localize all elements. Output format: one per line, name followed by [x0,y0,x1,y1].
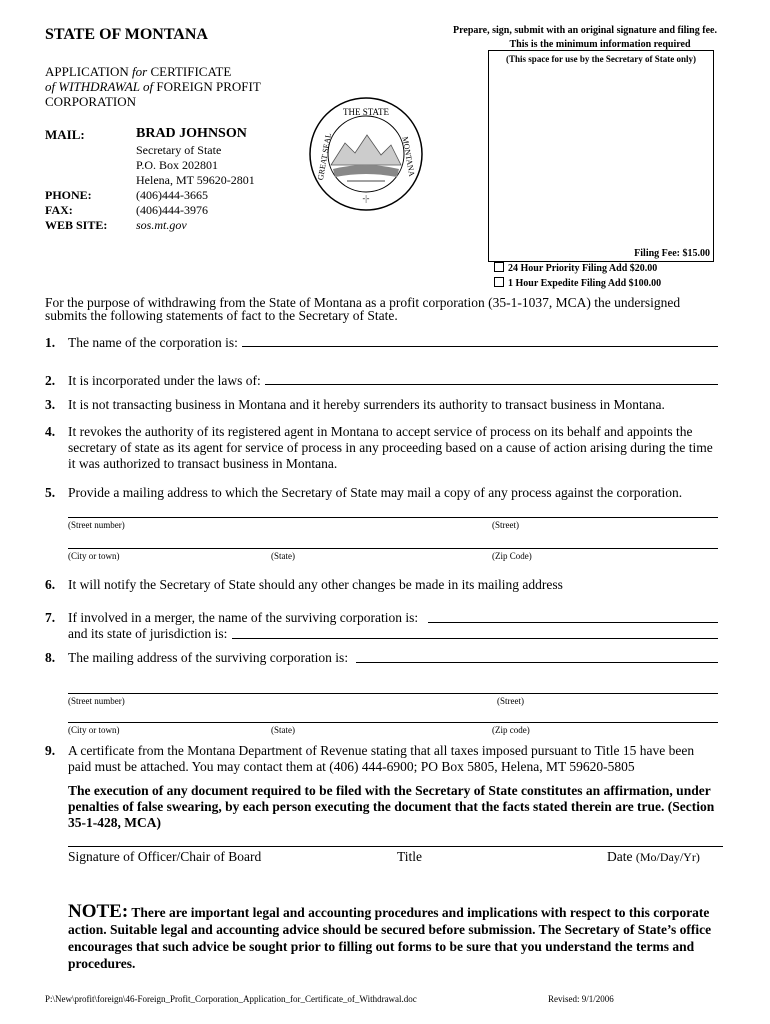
intro-text: For the purpose of withdrawing from the State of Montana as a profit corporation (35-1-1037, MCA) the undersigned submits the following statements of fact to the Secretary of State. [45,295,681,323]
note-heading: NOTE: [68,901,129,922]
revision-date: Revised: 9/1/2006 [548,994,614,1004]
item6-text: It will notify the Secretary of State should any other changes be made in its mailing address [68,577,563,592]
state-heading: STATE OF MONTANA [45,26,208,43]
item7-jurisdiction-label: and its state of jurisdiction is: [68,626,228,641]
street-label: (Street) [492,520,519,530]
signature-label: Signature of Officer/Chair of Board [68,849,262,864]
street-number-label: (Street number) [68,520,125,530]
jurisdiction-field[interactable] [232,638,718,639]
mailing-address: Secretary of State P.O. Box 202801 Helena, MT 59620-2801 (406)444-3665 (406)444-3976 sos.mt.gov [136,143,255,232]
mail-label: MAIL: [45,127,85,142]
office-use-note: (This space for use by the Secretary of State only) [506,54,696,64]
state-label: (State) [271,551,295,561]
surviving-corporation-field[interactable] [428,622,718,623]
item3-text: It is not transacting business in Montana and it hereby surrenders its authority to transact business in Montana. [68,397,665,412]
contact-labels: PHONE: FAX: WEB SITE: [45,188,108,232]
expedite-checkbox[interactable] [494,277,504,287]
mailing-street-field[interactable] [68,517,718,518]
item-number: 8. [45,650,56,665]
svg-text:-|-: -|- [362,194,370,203]
item9-text: A certificate from the Montana Department of Revenue stating that all taxes imposed pursuant to Title 15 have been paid must be attached. You may contact them at (406) 444-6900; PO Box 5805, Helena, MT 59620-5805 [68,743,695,774]
title-label: Title [397,849,423,864]
item4-text: It revokes the authority of its registered agent in Montana to accept service of process on its behalf and appoints the secretary of state as its agent for service of process in any proceeding based on a cause of action arising during the time it was authorized to transact business in Montana. [68,424,713,471]
item8-label: The mailing address of the surviving corporation is: [68,650,349,665]
state-seal [307,95,425,213]
secretary-name: BRAD JOHNSON [136,126,247,141]
zip-label: (Zip Code) [492,551,532,561]
item1-label: The name of the corporation is: [68,335,238,350]
item5-text: Provide a mailing address to which the Secretary of State may mail a copy of any process against the corporation. [68,485,683,500]
item7-label: If involved in a merger, the name of the surviving corporation is: [68,610,419,625]
incorporation-state-field[interactable] [265,384,718,385]
office-use-box [488,50,714,262]
mailing-city-field[interactable] [68,548,718,549]
corporation-name-field[interactable] [242,346,718,347]
form-title: APPLICATION for CERTIFICATE of WITHDRAWAL of FOREIGN PROFIT CORPORATION [45,64,261,109]
instructions-line1: Prepare, sign, submit with an original signature and filing fee. [453,25,717,36]
item-number: 6. [45,577,56,592]
surviving-street-field[interactable] [68,693,718,694]
item-number: 3. [45,397,56,412]
priority-checkbox[interactable] [494,262,504,272]
svg-text:THE STATE: THE STATE [342,107,390,117]
street-label: (Street) [497,696,524,706]
execution-statement: The execution of any document required to be filed with the Secretary of State constitutes an affirmation, under penalties of false swearing, by each person executing the document that the facts stated therein are true. (Section 35-1-428, MCA) [68,783,715,830]
surviving-address-field[interactable] [356,662,718,663]
date-label: Date (Mo/Day/Yr) [607,849,700,864]
file-path: P:\New\profit\foreign\46-Foreign_Profit_Corporation_Application_for_Certificate_of_Withdrawal.doc [45,994,417,1004]
street-number-label: (Street number) [68,696,125,706]
item2-label: It is incorporated under the laws of: [68,373,261,388]
item-number: 7. [45,610,56,625]
city-label: (City or town) [68,551,120,561]
signature-line[interactable] [68,846,723,847]
state-label: (State) [271,725,295,735]
item-number: 9. [45,743,56,758]
item-number: 5. [45,485,56,500]
item-number: 2. [45,373,56,388]
svg-text:GREAT SEAL: GREAT SEAL [315,132,334,181]
expedite-option[interactable]: 1 Hour Expedite Filing Add $100.00 [494,277,661,289]
item-number: 4. [45,424,56,439]
svg-text:MONTANA: MONTANA [400,135,417,178]
item-number: 1. [45,335,56,350]
surviving-city-field[interactable] [68,722,718,723]
zip-label: (Zip code) [492,725,530,735]
instructions-line2: This is the minimum information required [509,39,691,50]
filing-fee: Filing Fee: $15.00 [634,248,710,259]
note-paragraph: NOTE: There are important legal and accounting procedures and implications with respect to this corporate action. Suitable legal and accounting advice should be secured before submission. The Secretary of State’s office encourages that such advice be sought prior to filling out forms to be sure that you understand the terms and procedures. [68,901,712,971]
priority-option[interactable]: 24 Hour Priority Filing Add $20.00 [494,262,657,274]
city-label: (City or town) [68,725,120,735]
